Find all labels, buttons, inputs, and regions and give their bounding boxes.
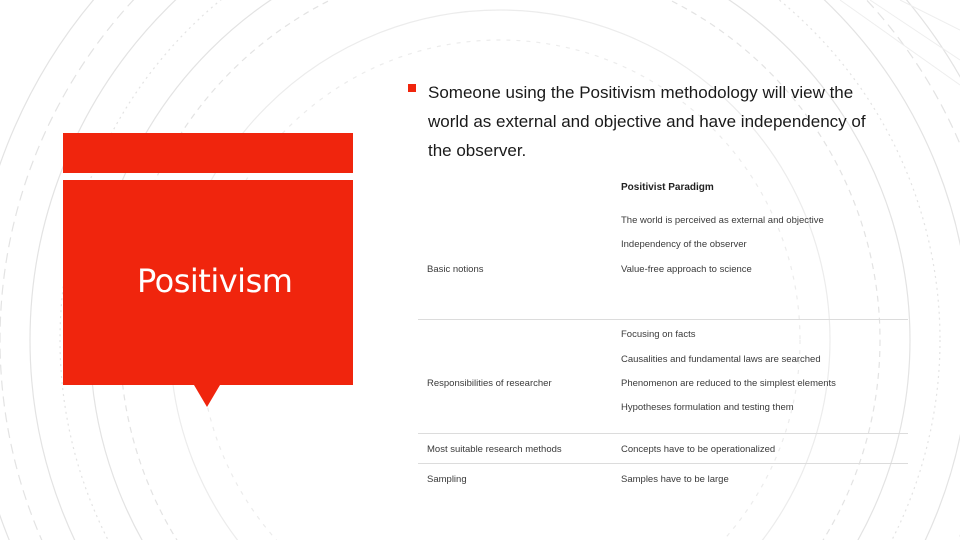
row-divider	[418, 433, 908, 434]
bullet-text: Someone using the Positivism methodology will view the world as external and objective and have independency of the observer.	[428, 83, 866, 160]
row-label: Most suitable research methods	[427, 444, 562, 455]
row-label: Responsibilities of researcher	[427, 378, 552, 389]
slide-title: Positivism	[137, 262, 293, 300]
table-cell: Focusing on facts	[621, 329, 696, 340]
table-cell: Phenomenon are reduced to the simplest elements	[621, 378, 836, 389]
row-label: Sampling	[427, 474, 467, 485]
title-accent-bar	[63, 133, 353, 173]
table-cell: Concepts have to be operationalized	[621, 444, 776, 455]
row-divider	[418, 319, 908, 320]
table-cell: Causalities and fundamental laws are searched	[621, 354, 821, 365]
row-divider	[418, 463, 908, 464]
table-cell: The world is perceived as external and objective	[621, 215, 824, 226]
square-bullet-icon	[408, 84, 416, 92]
table-header: Positivist Paradigm	[621, 182, 714, 193]
table-cell: Value-free approach to science	[621, 264, 752, 275]
row-label: Basic notions	[427, 264, 484, 275]
table-cell: Hypotheses formulation and testing them	[621, 402, 794, 413]
bullet-point	[408, 78, 888, 165]
title-box-pointer	[194, 385, 220, 407]
table-cell: Samples have to be large	[621, 474, 729, 485]
table-cell: Independency of the observer	[621, 239, 747, 250]
